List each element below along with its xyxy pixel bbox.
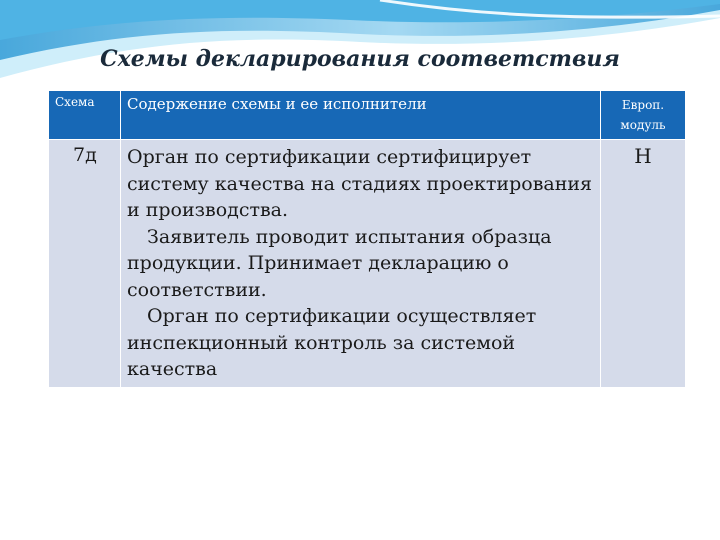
header-wave-decoration [0,0,720,90]
content-paragraph: Орган по сертификации осуществляет инспекционный контроль за системой качества [127,305,537,380]
table-header-row [49,91,686,140]
slide-title: Схемы декларирования соответствия [100,46,620,72]
table-row [49,140,686,388]
content-paragraph: Орган по сертификации сертифицирует систему качества на стадиях проектирования и производства. [127,146,593,221]
header-module: Европ. модуль [601,91,686,140]
cell-content [121,140,601,388]
cell-module: Н [601,140,686,388]
content-paragraph: Заявитель проводит испытания образца продукции. Принимает декларацию о соответствии. [127,225,552,301]
header-scheme: Схема [49,91,121,140]
header-content: Содержение схемы и ее исполнители [121,91,601,140]
declaration-schemes-table [48,90,686,388]
cell-scheme: 7д [49,140,121,388]
